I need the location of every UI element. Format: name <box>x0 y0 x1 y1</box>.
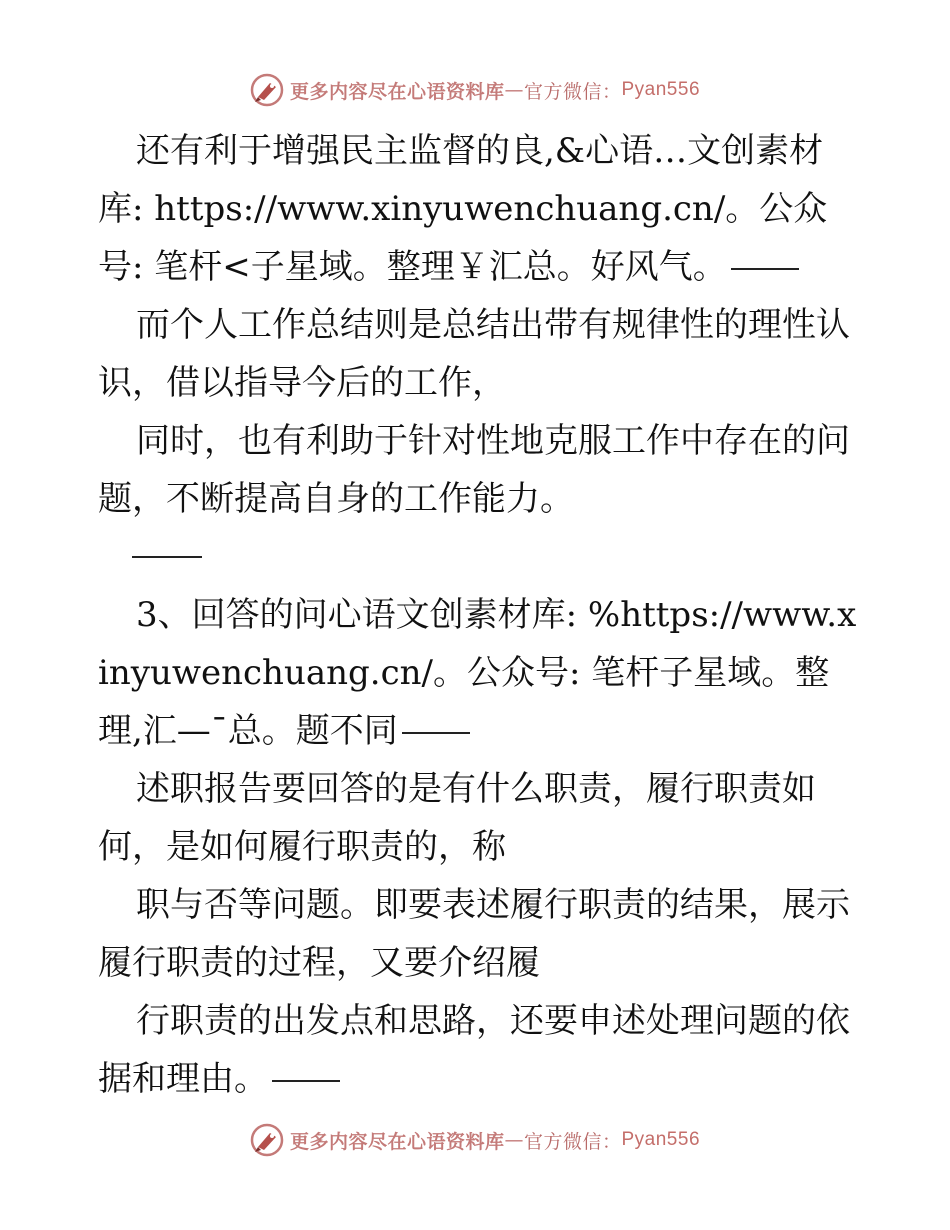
paragraph-6-text: 职与否等问题。即要表述履行职责的结果，展示履行职责的过程，又要介绍履 <box>98 885 850 983</box>
paragraph-2-text: 而个人工作总结则是总结出带有规律性的理性认识，借以指导今后的工作， <box>98 305 850 403</box>
banner-wechat-id: Pyan556 <box>621 79 701 100</box>
paragraph-3 <box>98 412 858 528</box>
footer-banner <box>0 1120 950 1160</box>
document-body <box>98 122 858 1108</box>
paragraph-3-text: 同时，也有利助于针对性地克服工作中存在的问题，不断提高自身的工作能力。 <box>98 421 850 519</box>
banner-dash: — <box>504 1129 524 1151</box>
paragraph-2 <box>98 296 858 412</box>
paragraph-1-text: 还有利于增强民主监督的良,&心语…文创素材库: https://www.xinyuwenchuang.cn/。公众号: 笔杆<子星域。整理￥汇总。好风气。 <box>98 131 828 287</box>
paragraph-1 <box>98 122 858 296</box>
banner-subtitle: 官方微信： <box>523 80 622 103</box>
section-divider <box>132 556 202 558</box>
banner-title: 更多内容尽在心语资料库 <box>289 80 505 103</box>
banner-wechat-id: Pyan556 <box>621 1129 701 1150</box>
paragraph-4-text: 3、回答的问心语文创素材库: %https://www.xinyuwenchuang.cn/。公众号: 笔杆子星域。整理,汇—¯总。题不同 <box>98 595 857 751</box>
dash-rule <box>402 732 470 734</box>
dash-rule <box>731 268 799 270</box>
banner-subtitle: 官方微信： <box>523 1130 622 1153</box>
paragraph-4 <box>98 586 858 760</box>
header-banner <box>0 70 950 110</box>
paragraph-6 <box>98 876 858 992</box>
paragraph-5-text: 述职报告要回答的是有什么职责，履行职责如何，是如何履行职责的，称 <box>98 769 816 867</box>
banner-title: 更多内容尽在心语资料库 <box>289 1130 505 1153</box>
brand-logo-icon <box>250 1123 284 1157</box>
paragraph-7-text: 行职责的出发点和思路，还要申述处理问题的依据和理由。 <box>98 1001 850 1099</box>
dash-rule <box>272 1080 340 1082</box>
paragraph-7 <box>98 992 858 1108</box>
paragraph-5 <box>98 760 858 876</box>
banner-dash: — <box>504 79 524 101</box>
brand-logo-icon <box>250 73 284 107</box>
